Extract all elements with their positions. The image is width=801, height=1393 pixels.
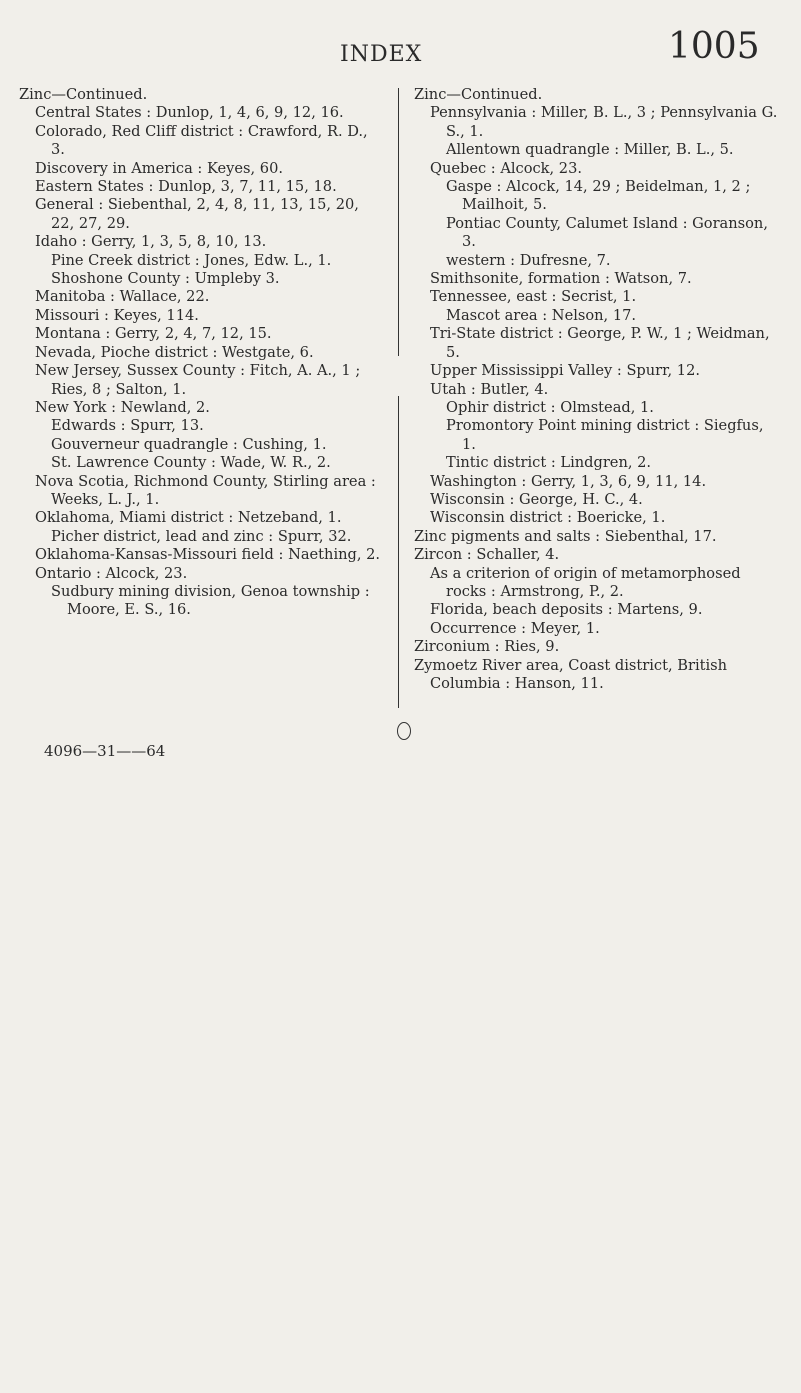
index-entry: Pennsylvania : Miller, B. L., 3 ; Pennsylvania G. S., 1. — [430, 104, 778, 140]
index-entry: Discovery in America : Keyes, 60. — [35, 159, 283, 177]
index-entry: Tri-State district : George, P. W., 1 ; Weidman, 5. — [430, 325, 770, 361]
index-entry: Central States : Dunlop, 1, 4, 6, 9, 12, 16. — [35, 104, 344, 122]
index-entry: Colorado, Red Cliff district : Crawford, R. D., 3. — [35, 122, 368, 159]
index-entry: Montana : Gerry, 2, 4, 7, 12, 15. — [35, 325, 272, 343]
index-entry: Zircon : Schaller, 4. — [414, 546, 560, 564]
index-entry: Washington : Gerry, 1, 3, 6, 9, 11, 14. — [430, 472, 707, 490]
page-header-label: INDEX — [340, 42, 423, 67]
index-entry: Gouverneur quadrangle : Cushing, 1. — [51, 435, 327, 453]
index-entry: Ontario : Alcock, 23. — [35, 564, 188, 582]
index-entry: Quebec : Alcock, 23. — [430, 159, 583, 177]
index-entry: Missouri : Keyes, 114. — [35, 306, 199, 324]
index-entry: Shoshone County : Umpleby 3. — [51, 270, 280, 288]
index-entry: Wisconsin district : Boericke, 1. — [430, 509, 666, 527]
index-entry: Tintic district : Lindgren, 2. — [446, 454, 652, 472]
index-entry: Tennessee, east : Secrist, 1. — [430, 288, 637, 306]
index-entry: Zinc—Continued. — [19, 86, 148, 103]
index-column-right — [414, 86, 779, 693]
index-entry: Oklahoma, Miami district : Netzeband, 1. — [35, 509, 342, 527]
index-entry: Picher district, lead and zinc : Spurr, 32. — [51, 527, 352, 545]
index-entry: Sudbury mining division, Genoa township : Moore, E. S., 16. — [51, 582, 370, 619]
index-entry: western : Dufresne, 7. — [446, 251, 611, 269]
index-entry: Pine Creek district : Jones, Edw. L., 1. — [51, 251, 332, 269]
index-entry: Utah : Butler, 4. — [430, 380, 549, 398]
index-entry: General : Siebenthal, 2, 4, 8, 11, 13, 15, 20, 22, 27, 29. — [35, 196, 359, 232]
index-entry: Ophir district : Olmstead, 1. — [446, 398, 654, 416]
index-entry: Upper Mississippi Valley : Spurr, 12. — [430, 362, 701, 380]
index-entry: St. Lawrence County : Wade, W. R., 2. — [51, 454, 331, 472]
index-entry: Wisconsin : George, H. C., 4. — [430, 490, 643, 508]
index-entry: New York : Newland, 2. — [35, 398, 210, 416]
column-divider — [398, 396, 399, 708]
index-entry: Edwards : Spurr, 13. — [51, 417, 204, 435]
index-entry: Idaho : Gerry, 1, 3, 5, 8, 10, 13. — [35, 233, 267, 251]
index-entry: Zymoetz River area, Coast district, British Columbia : Hanson, 11. — [414, 656, 728, 692]
index-entry: Occurrence : Meyer, 1. — [430, 619, 600, 637]
index-entry: Nova Scotia, Richmond County, Stirling area : Weeks, L. J., 1. — [35, 472, 376, 508]
column-divider — [398, 88, 399, 356]
index-entry: Allentown quadrangle : Miller, B. L., 5. — [446, 141, 734, 159]
index-entry: Florida, beach deposits : Martens, 9. — [430, 601, 703, 619]
print-code: 4096—31——64 — [44, 742, 166, 760]
index-entry: As a criterion of origin of metamorphosed rocks : Armstrong, P., 2. — [430, 564, 741, 600]
index-entry: Zinc pigments and salts : Siebenthal, 17. — [414, 527, 717, 545]
index-entry: Oklahoma-Kansas-Missouri field : Naething, 2. — [35, 546, 381, 564]
page-number: 1005 — [668, 26, 760, 67]
index-entry: Eastern States : Dunlop, 3, 7, 11, 15, 18. — [35, 178, 337, 196]
index-entry: Zinc—Continued. — [414, 86, 543, 103]
punch-hole-mark — [397, 722, 411, 740]
index-column-left — [19, 86, 384, 620]
index-entry: Smithsonite, formation : Watson, 7. — [430, 270, 692, 288]
index-entry: Gaspe : Alcock, 14, 29 ; Beidelman, 1, 2 ; Mailhoit, 5. — [446, 178, 751, 214]
index-entry: Zirconium : Ries, 9. — [414, 638, 560, 656]
index-entry: Promontory Point mining district : Siegfus, 1. — [446, 417, 764, 453]
index-entry: Mascot area : Nelson, 17. — [446, 306, 637, 324]
index-entry: Pontiac County, Calumet Island : Goranson, 3. — [446, 214, 768, 251]
index-entry: Manitoba : Wallace, 22. — [35, 288, 210, 306]
index-entry: Nevada, Pioche district : Westgate, 6. — [35, 343, 314, 361]
index-entry: New Jersey, Sussex County : Fitch, A. A., 1 ; Ries, 8 ; Salton, 1. — [35, 362, 361, 398]
